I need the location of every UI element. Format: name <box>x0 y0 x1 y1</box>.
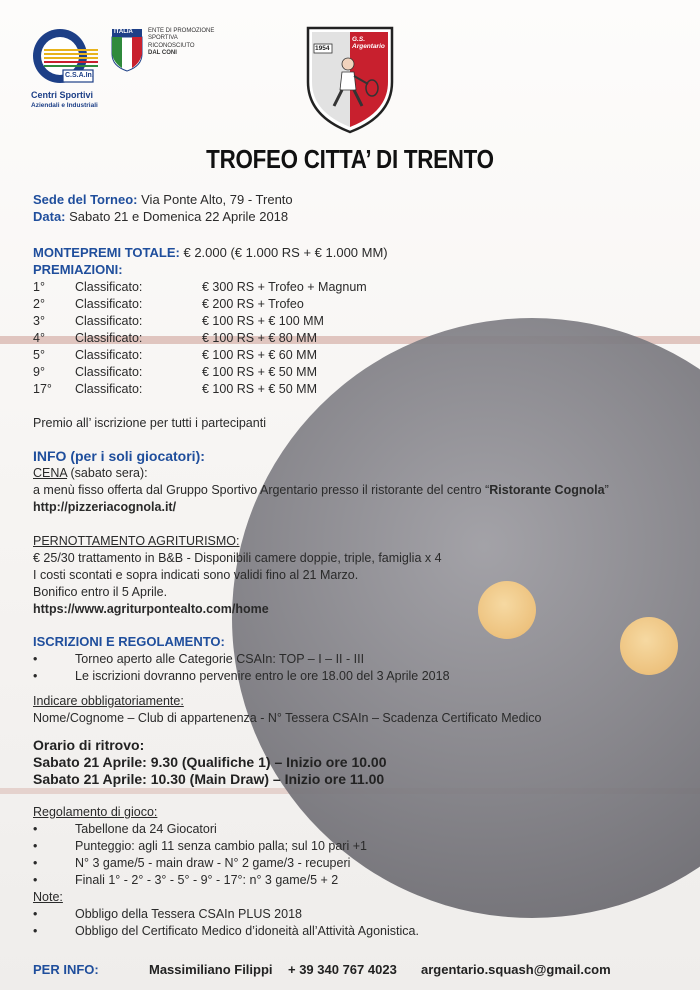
dinner-text <box>33 483 609 497</box>
italia-shield <box>110 28 144 72</box>
coni-line: RICONOSCIUTO <box>148 42 195 49</box>
date-line <box>33 209 288 224</box>
venue-label: Sede del Torneo: <box>33 192 138 207</box>
coni-line: DAL CONI <box>148 49 177 56</box>
award-place: 17° <box>33 382 52 396</box>
award-label: Classificato: <box>75 348 143 362</box>
date-value: Sabato 21 e Domenica 22 Aprile 2018 <box>69 209 289 224</box>
bullet: • <box>33 652 38 666</box>
list-item-text: N° 3 game/5 - main draw - N° 2 game/3 - recuperi <box>75 856 351 870</box>
bullet: • <box>33 856 38 870</box>
list-item-text: Punteggio: agli 11 senza cambio palla; sul 10 pari +1 <box>75 839 367 853</box>
italia-label: ITALIA <box>114 29 133 35</box>
notes-heading: Note: <box>33 890 63 904</box>
award-prize: € 100 RS + € 50 MM <box>202 365 317 379</box>
lodging-label: PERNOTTAMENTO AGRITURISMO: <box>33 534 240 548</box>
club-crest <box>304 24 396 134</box>
award-place: 1° <box>33 280 45 294</box>
award-label: Classificato: <box>75 297 143 311</box>
registration-prize: Premio all’ iscrizione per tutti i partecipanti <box>33 416 266 430</box>
dinner-url-link[interactable]: http://pizzeriacognola.it/ <box>33 500 177 514</box>
csain-name-line2: Aziendali e Industriali <box>31 102 98 109</box>
bullet: • <box>33 669 38 683</box>
list-item-text: Tabellone da 24 Giocatori <box>75 822 217 836</box>
dinner-suffix: (sabato sera): <box>67 466 148 480</box>
registration-heading: ISCRIZIONI E REGOLAMENTO: <box>33 634 225 649</box>
award-label: Classificato: <box>75 331 143 345</box>
mandatory-label: Indicare obbligatoriamente: <box>33 694 184 708</box>
award-prize: € 100 RS + € 80 MM <box>202 331 317 345</box>
info-heading: INFO (per i soli giocatori): <box>33 448 205 464</box>
award-label: Classificato: <box>75 280 143 294</box>
bullet: • <box>33 822 38 836</box>
page-title: TROFEO CITTA’ DI TRENTO <box>206 144 494 174</box>
award-prize: € 100 RS + € 50 MM <box>202 382 317 396</box>
dinner-label: CENA <box>33 466 68 480</box>
award-label: Classificato: <box>75 314 143 328</box>
lodging-url-link[interactable]: https://www.agriturpontealto.com/home <box>33 602 269 616</box>
bullet: • <box>33 924 38 938</box>
schedule-heading: Orario di ritrovo: <box>33 737 145 753</box>
club-name: G.S. Argentario <box>352 36 385 50</box>
lodging-line: € 25/30 trattamento in B&B - Disponibili camere doppie, triple, famiglia x 4 <box>33 551 442 565</box>
date-label: Data: <box>33 209 66 224</box>
dinner-text-a: a menù fisso offerta dal Gruppo Sportivo Argentario presso il ristorante del centro “ <box>33 483 490 497</box>
dinner-text-b: ” <box>604 483 609 497</box>
prize-total-line <box>33 245 388 260</box>
list-item-text: Obbligo del Certificato Medico d’idoneità all’Attività Agonistica. <box>75 924 419 938</box>
csain-name-line1: Centri Sportivi <box>31 90 94 100</box>
awards-heading: PREMIAZIONI: <box>33 262 123 277</box>
contact-name: Massimiliano Filippi <box>149 962 273 977</box>
list-item-text: Torneo aperto alle Categorie CSAIn: TOP – I – II - III <box>75 652 365 666</box>
award-label: Classificato: <box>75 382 143 396</box>
bullet: • <box>33 907 38 921</box>
list-item-text: Le iscrizioni dovranno pervenire entro le ore 18.00 del 3 Aprile 2018 <box>75 669 450 683</box>
contact-phone[interactable]: + 39 340 767 4023 <box>288 962 397 977</box>
award-place: 3° <box>33 314 45 328</box>
award-label: Classificato: <box>75 365 143 379</box>
contact-email[interactable]: argentario.squash@gmail.com <box>421 962 611 977</box>
bullet: • <box>33 873 38 887</box>
dinner-line <box>33 466 148 480</box>
restaurant-name: Ristorante Cognola <box>489 483 605 497</box>
list-item-text: Finali 1° - 2° - 3° - 5° - 9° - 17°: n° 3 game/5 + 2 <box>75 873 339 887</box>
mandatory-text: Nome/Cognome – Club di appartenenza - N° Tessera CSAIn – Scadenza Certificato Medico <box>33 711 542 725</box>
lodging-line: I costi scontati e sopra indicati sono validi fino al 21 Marzo. <box>33 568 359 582</box>
club-year: 1954 <box>315 45 330 52</box>
prize-total-label: MONTEPREMI TOTALE: <box>33 245 180 260</box>
csain-logo <box>30 26 100 116</box>
award-place: 4° <box>33 331 45 345</box>
award-prize: € 200 RS + Trofeo <box>202 297 304 311</box>
coni-line: ENTE DI PROMOZIONE <box>148 28 215 34</box>
coni-text <box>148 28 214 57</box>
schedule-line: Sabato 21 Aprile: 10.30 (Main Draw) – Inizio ore 11.00 <box>33 771 385 787</box>
footer-label: PER INFO: <box>33 962 99 977</box>
venue-value: Via Ponte Alto, 79 - Trento <box>141 192 293 207</box>
list-item-text: Obbligo della Tessera CSAIn PLUS 2018 <box>75 907 302 921</box>
award-prize: € 100 RS + € 60 MM <box>202 348 317 362</box>
lodging-line: Bonifico entro il 5 Aprile. <box>33 585 168 599</box>
award-place: 9° <box>33 365 45 379</box>
award-prize: € 300 RS + Trofeo + Magnum <box>202 280 367 294</box>
award-place: 2° <box>33 297 45 311</box>
award-prize: € 100 RS + € 100 MM <box>202 314 324 328</box>
bullet: • <box>33 839 38 853</box>
coni-line: SPORTIVA <box>148 35 178 42</box>
venue-line <box>33 192 293 207</box>
csain-abbrev: C.S.A.In. <box>65 72 94 79</box>
schedule-line: Sabato 21 Aprile: 9.30 (Qualifiche 1) – Inizio ore 10.00 <box>33 754 387 770</box>
award-place: 5° <box>33 348 45 362</box>
prize-total-value: € 2.000 (€ 1.000 RS + € 1.000 MM) <box>183 245 388 260</box>
rules-heading: Regolamento di gioco: <box>33 805 158 819</box>
